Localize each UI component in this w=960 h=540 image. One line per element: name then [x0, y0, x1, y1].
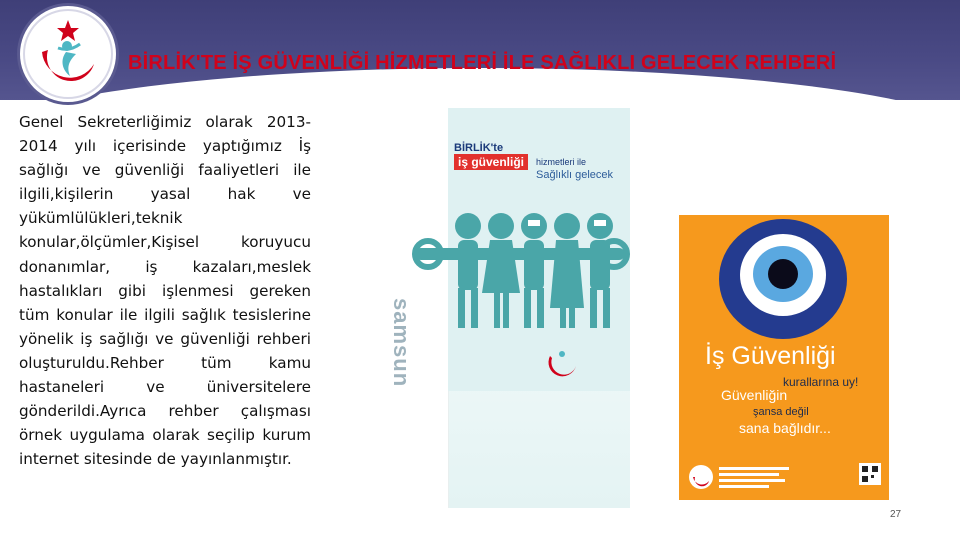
poster-line-3: Güvenliğin: [721, 387, 788, 403]
evil-eye-icon: [679, 215, 889, 340]
book-subtitle-2: Sağlıklı gelecek: [536, 169, 614, 181]
guide-book-image: [389, 108, 630, 508]
description-paragraph: Genel Sekreterliğimiz olarak 2013-2014 yılı içerisinde yaptığımız İş sağlığı ve güvenliği faaliyetleri ile ilgili,kişilerin yasal hak ve yükümlülükleri,teknik konular,ölçümler,Kişisel koruyucu donanımlar, iş kazaları,meslek hastalıkları gibi işlenmesi gereken tüm konular ile ilgili sağlık tesislerine yönelik iş sağlığı ve güvenliği rehberi oluşturuldu.Rehber tüm kamu hastaneleri ve üniversitelere gönderildi.Ayrıca rehber çalışması örnek uygulama olarak seçilip kurum internet sitesinde de yayınlanmıştır.: [19, 113, 311, 469]
page-number: 27: [890, 509, 902, 520]
book-spine-text: samsun: [389, 298, 414, 388]
page-title: BİRLİK'TE İŞ GÜVENLİĞİ HİZMETLERİ İLE SAĞLIKLI GELECEK REHBERİ: [128, 52, 837, 74]
poster-line-5: sana bağlıdır...: [739, 420, 831, 436]
poster-line-4: şansa değil: [753, 406, 809, 418]
ministry-of-health-logo-icon: [20, 6, 116, 102]
poster-footer-logos: [679, 455, 889, 500]
ministry-logo: [20, 6, 116, 102]
poster-line-2: kurallarına uy!: [783, 375, 859, 389]
book-brand: BİRLİK'te: [454, 142, 504, 154]
workers-illustration-icon: [410, 108, 630, 508]
book-subtitle-1: hizmetleri ile: [536, 157, 587, 167]
book-tag: iş güvenliği: [454, 154, 528, 170]
poster-headline: İş Güvenliği: [705, 342, 836, 370]
safety-poster-image: [679, 215, 889, 500]
